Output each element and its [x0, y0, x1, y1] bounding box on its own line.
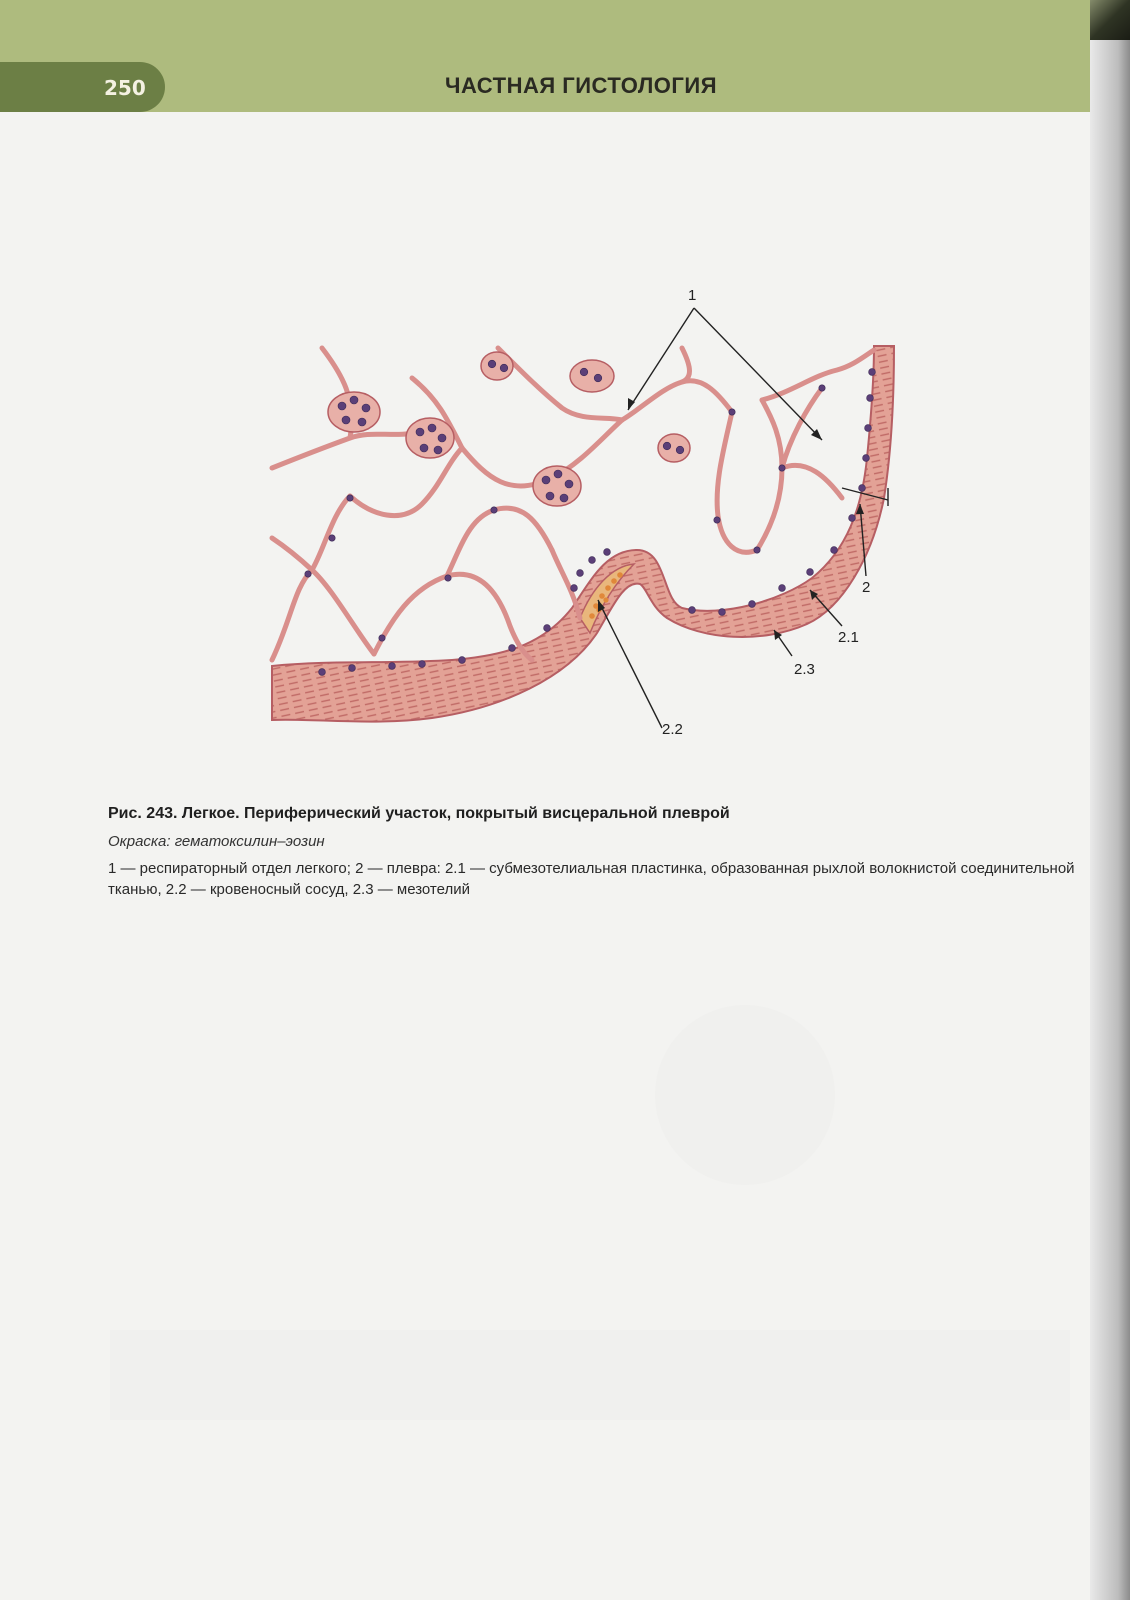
running-title: ЧАСТНАЯ ГИСТОЛОГИЯ — [445, 73, 718, 98]
caption-stain: Окраска: гематоксилин–эозин — [108, 833, 325, 850]
page-number: 250 — [104, 76, 146, 100]
caption-legend: 1 — респираторный отдел легкого; 2 — плевра: 2.1 — субмезотелиальная пластинка, образованная рыхлой волокнистой соединительной тканью, 2.2 — кровеносный сосуд, 2.3 — мезотелий — [108, 860, 1075, 898]
label-1: 1 — [688, 288, 697, 304]
label-2: 2 — [862, 579, 871, 596]
caption-title: Рис. 243. Легкое. Периферический участок, покрытый висцеральной плеврой — [108, 805, 730, 822]
bleed-through-text-block — [110, 1330, 1070, 1420]
lung-histology-illustration — [262, 288, 922, 758]
figure-caption — [108, 805, 1098, 900]
label-2-3: 2.3 — [794, 661, 815, 678]
bleed-through-circle — [655, 1005, 835, 1185]
label-2-1: 2.1 — [838, 629, 859, 646]
page-binding-shadow — [1090, 0, 1130, 1600]
label-2-2: 2.2 — [662, 721, 683, 738]
